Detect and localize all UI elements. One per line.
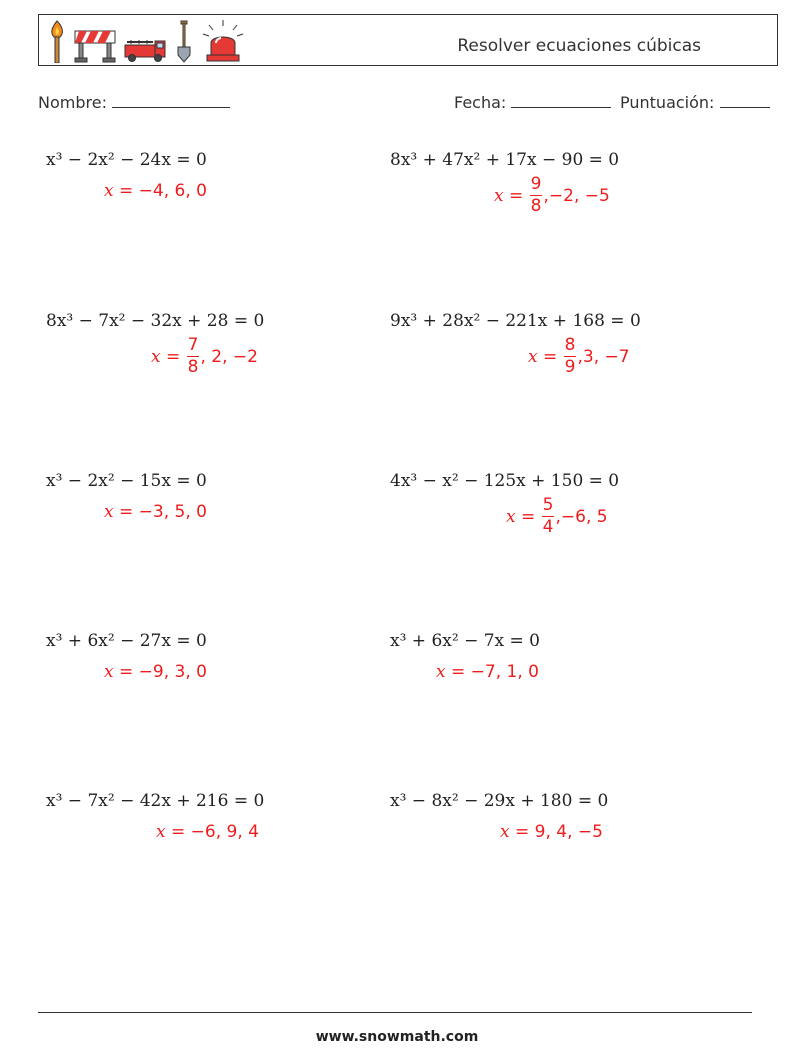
fraction-numerator: 5 (542, 495, 554, 515)
problem-answer (436, 662, 539, 682)
fire-truck-icon (123, 37, 167, 63)
problem-answer (104, 502, 207, 522)
date-label: Fecha: (454, 93, 507, 112)
problem-equation: x³ + 6x² − 27x = 0 (46, 631, 207, 651)
shovel-icon (173, 19, 195, 63)
answer-values: 9, 4, −5 (534, 822, 603, 842)
problem-equation: x³ − 7x² − 42x + 216 = 0 (46, 791, 265, 811)
answer-values: ,−2, −5 (543, 185, 610, 206)
problem-answer (528, 337, 630, 376)
name-label: Nombre: (38, 93, 107, 112)
answer-prefix: x = (104, 181, 134, 201)
problem-answer (104, 181, 207, 201)
fraction-denominator: 4 (542, 517, 554, 537)
header-box (38, 14, 778, 66)
footer-url[interactable]: www.snowmath.com (315, 1029, 479, 1045)
fraction-numerator: 8 (564, 335, 576, 355)
answer-prefix: x = (500, 822, 530, 842)
problem-equation: 4x³ − x² − 125x + 150 = 0 (390, 471, 620, 491)
date-field (454, 93, 611, 112)
answer-prefix: x = (104, 502, 134, 522)
fraction-denominator: 8 (530, 196, 542, 216)
answer-values: −4, 6, 0 (138, 181, 207, 201)
answer-fraction (530, 176, 543, 215)
answer-values: −6, 9, 4 (190, 822, 259, 842)
problem-answer (506, 497, 608, 536)
footer-divider (38, 1012, 752, 1013)
date-blank[interactable] (511, 93, 611, 108)
answer-fraction (542, 497, 555, 536)
name-blank[interactable] (112, 93, 230, 108)
header-icons (47, 19, 245, 63)
problem-equation: 9x³ + 28x² − 221x + 168 = 0 (390, 311, 641, 331)
match-icon (47, 19, 67, 63)
problem-answer (494, 176, 610, 215)
problem-equation: 8x³ − 7x² − 32x + 28 = 0 (46, 311, 265, 331)
answer-values: −9, 3, 0 (138, 662, 207, 682)
answer-prefix: x = (151, 346, 181, 367)
problem-answer (156, 822, 259, 842)
answer-values: −7, 1, 0 (470, 662, 539, 682)
answer-fraction (564, 337, 577, 376)
fraction-denominator: 8 (187, 357, 199, 377)
answer-prefix: x = (156, 822, 186, 842)
siren-icon (201, 19, 245, 63)
score-blank[interactable] (720, 93, 770, 108)
answer-prefix: x = (506, 506, 536, 527)
score-field (620, 93, 770, 112)
problem-equation: x³ + 6x² − 7x = 0 (390, 631, 540, 651)
answer-values: −3, 5, 0 (138, 502, 207, 522)
problem-equation: x³ − 2x² − 24x = 0 (46, 150, 207, 170)
score-label: Puntuación: (620, 93, 715, 112)
fraction-denominator: 9 (564, 357, 576, 377)
worksheet-title: Resolver ecuaciones cúbicas (457, 36, 701, 56)
answer-prefix: x = (528, 346, 558, 367)
problem-equation: x³ − 8x² − 29x + 180 = 0 (390, 791, 609, 811)
answer-values: ,−6, 5 (555, 506, 608, 527)
problem-equation: 8x³ + 47x² + 17x − 90 = 0 (390, 150, 620, 170)
answer-prefix: x = (104, 662, 134, 682)
problem-answer (104, 662, 207, 682)
answer-values: , 2, −2 (200, 346, 258, 367)
problem-answer (500, 822, 603, 842)
problem-answer (151, 337, 258, 376)
answer-prefix: x = (494, 185, 524, 206)
fraction-numerator: 7 (187, 335, 199, 355)
road-barrier-icon (73, 29, 117, 63)
name-field (38, 93, 230, 112)
answer-prefix: x = (436, 662, 466, 682)
answer-fraction (187, 337, 200, 376)
problem-equation: x³ − 2x² − 15x = 0 (46, 471, 207, 491)
fraction-numerator: 9 (530, 174, 542, 194)
answer-values: ,3, −7 (577, 346, 630, 367)
